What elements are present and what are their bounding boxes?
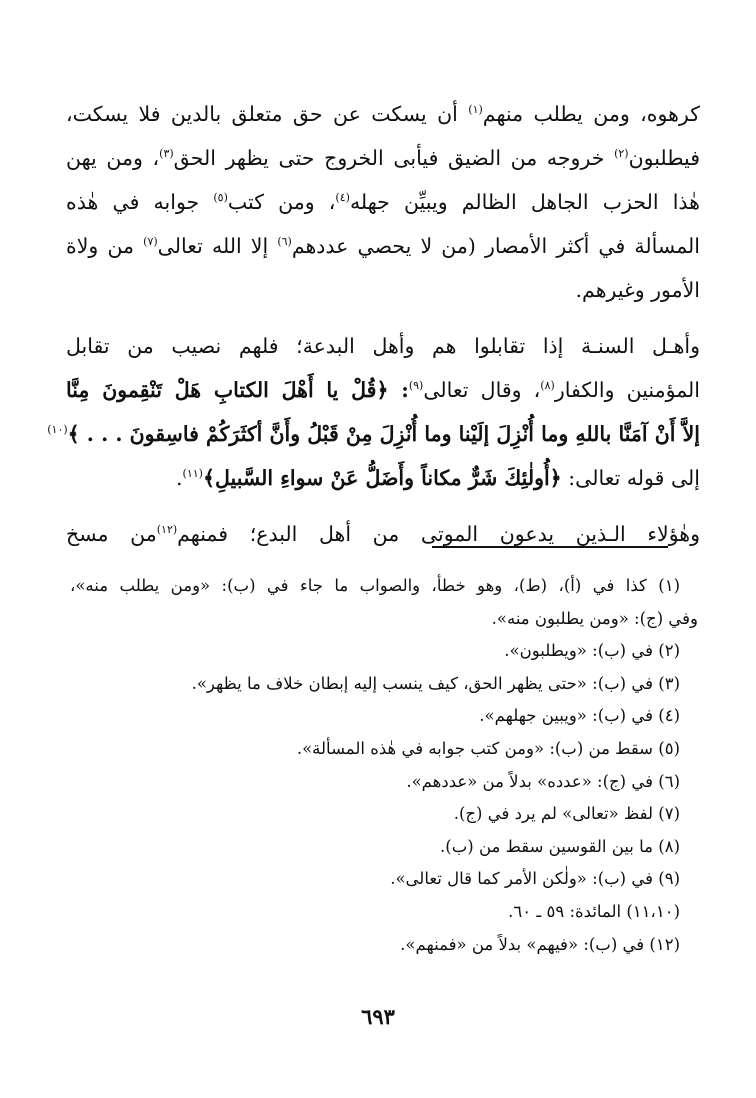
- footnotes: [70, 570, 698, 961]
- text-line: المؤمنين والكفار$^{(٨)}$، وقال تعالى$^{(٩)}$: ﴿قُلْ يا أَهْلَ الكتابِ هَلْ تَنْقِمونَ مِنَّا: [66, 378, 700, 402]
- footnote-ref: (١٠): [47, 423, 68, 437]
- footnote-ref: (٤): [335, 191, 350, 205]
- main-text: [47, 92, 701, 556]
- text-line: وهٰؤلاء الـذين يدعون الموتى من أهل البدع؛ فمنهم$^{(١٢)}$من مسخ: [66, 522, 700, 546]
- footnote: (٩) في (ب): «ولٰكن الأمر كما قال تعالى».: [390, 869, 680, 889]
- quran-verse: : ﴿قُلْ يا أَهْلَ الكتابِ هَلْ تَنْقِمونَ مِنَّا: [66, 378, 409, 402]
- footnote-ref: (٢): [614, 147, 629, 161]
- footnote-ref: (٩): [408, 379, 424, 393]
- footnote-ref: (١١): [182, 467, 203, 481]
- footnote: (٥) سقط من (ب): «ومن كتب جوابه في هٰذه المسألة».: [296, 738, 680, 758]
- footnote: (٤) في (ب): «ويبين جهلهم».: [479, 706, 680, 726]
- page-number: ٦٩٣: [361, 1004, 395, 1029]
- text-line: إلى قوله تعالى: ﴿أُولٰئِكَ شَرٌّ مكاناً وأَضَلُّ عَنْ سواءِ السَّبيلِ﴾$^{(١١)}$.: [176, 466, 700, 490]
- quran-verse: إلاَّ أَنْ آمَنَّا باللهِ وما أُنْزِلَ إلَيْنا وما أُنْزِلَ مِنْ قَبْلُ وأَنَّ أكثَرَكُمْ فاسِقونَ . . . ﴾: [67, 422, 700, 446]
- footnote-ref: (٨): [540, 379, 555, 393]
- footnote-ref: (١٢): [156, 523, 178, 537]
- footnote: (٦) في (ج): «عدده» بدلاً من «عددهم».: [406, 771, 680, 791]
- footnote: (٧) لفظ «تعالى» لم يرد في (ج).: [453, 804, 680, 824]
- footnote: (٨) ما بين القوسين سقط من (ب).: [440, 836, 680, 856]
- quran-verse: ﴿أُولٰئِكَ شَرٌّ مكاناً وأَضَلُّ عَنْ سواءِ السَّبيلِ﴾: [202, 466, 562, 490]
- text-line: وأهـل السنـة إذا تقابلوا هم وأهل البدعة؛ فلهم نصيب من تقابل: [66, 334, 700, 358]
- text-line: فيطلبون$^{(٢)}$ خروجه من الضيق فيأبى الخروج حتى يظهر الحق$^{(٣)}$، ومن يهن: [66, 146, 701, 170]
- footnote: (١٢) في (ب): «فيهم» بدلاً من «فمنهم».: [400, 934, 680, 954]
- footnote-ref: (٦): [277, 235, 292, 249]
- text-line: [47, 412, 700, 456]
- text-line: الأمور وغيرهم.: [575, 278, 700, 302]
- footnote: (١١،١٠) المائدة: ٥٩ ـ ٦٠.: [508, 901, 680, 921]
- footnote-divider: [432, 546, 668, 548]
- footnote-ref: (٧): [143, 235, 158, 249]
- footnote-ref: (١): [468, 103, 483, 117]
- footnote-ref: (٣): [159, 147, 174, 161]
- footnote: (١) كذا في (أ)، (ط)، وهو خطأ، والصواب ما جاء في (ب): «ومن يطلب منه»،: [70, 576, 680, 595]
- text-line: هٰذا الحزب الجاهل الظالم ويبيِّن جهله$^{(٤)}$، ومن كتب$^{(٥)}$ جوابه في هٰذه: [66, 190, 700, 214]
- footnote: (٢) في (ب): «ويطلبون».: [504, 641, 680, 661]
- footnote-ref: (٥): [213, 191, 228, 205]
- text-line: المسألة في أكثر الأمصار (من لا يحصي عددهم$^{(٦)}$ إلا الله تعالى$^{(٧)}$ من ولاة: [66, 234, 700, 258]
- footnote: وفي (ج): «ومن يطلبون منه».: [491, 608, 698, 628]
- text-line: كرهوه، ومن يطلب منهم$^{(١)}$ أن يسكت عن حق متعلق بالدين فلا يسكت،: [66, 102, 700, 126]
- footnote: (٣) في (ب): «حتى يظهر الحق، كيف ينسب إليه إبطان خلاف ما يظهر».: [191, 673, 680, 693]
